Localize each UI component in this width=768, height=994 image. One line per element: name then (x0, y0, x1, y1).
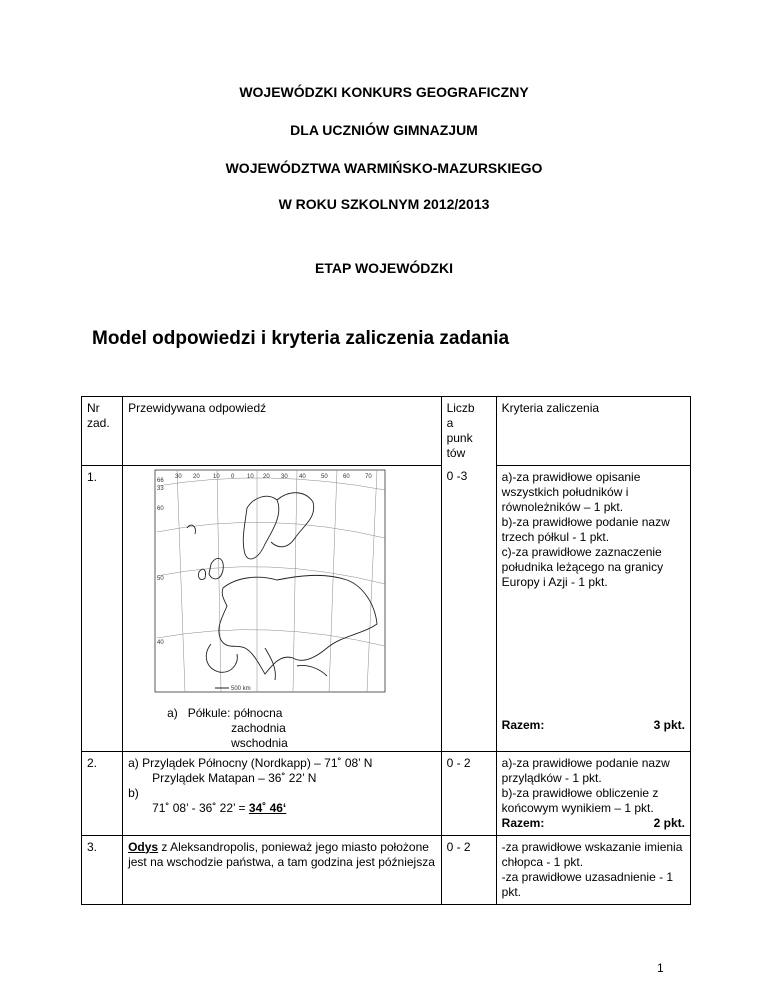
map-label-top-3: 10 (213, 473, 220, 480)
row2-total (502, 816, 685, 831)
row2-criterion-b: b)-za prawidłowe obliczenie z końcowym wynikiem – 1 pkt. (501, 785, 659, 815)
row1-total-value: 3 pkt. (653, 717, 685, 732)
row2-answer-line-3: b) (128, 785, 139, 800)
map-label-top-6: 20 (263, 473, 270, 480)
header-stage: ETAP WOJEWÓDZKI (315, 260, 453, 276)
row1-points: 0 -3 (441, 465, 496, 751)
header-line-2: DLA UCZNIÓW GIMNAZJUM (290, 122, 478, 138)
map-label-top-8: 40 (299, 473, 306, 480)
map-label-top-5: 10 (247, 473, 254, 480)
row2-answer (123, 751, 442, 835)
row2-total-value: 2 pkt. (653, 815, 685, 830)
map-label-top-9: 50 (321, 473, 328, 480)
header-line-4: W ROKU SZKOLNYM 2012/2013 (278, 196, 490, 212)
row3-criteria (496, 835, 690, 904)
map-label-top-2: 20 (193, 473, 200, 480)
col-points-line4: tów (446, 446, 466, 460)
col-points-line1: Liczb (446, 401, 475, 415)
row3-answer (123, 835, 442, 904)
table-header-row (82, 397, 691, 466)
answer-key-table (81, 396, 691, 905)
map-label-left-3: 60 (157, 505, 164, 512)
row2-points: 0 - 2 (441, 751, 496, 835)
col-nr-line1: Nr (87, 401, 100, 415)
row2-result: 34˚ 46‘ (248, 800, 287, 815)
map-label-left-4: 50 (157, 575, 164, 582)
row1-answer-line-1: Półkule: północna (187, 705, 283, 720)
row1-answer-text (127, 706, 437, 751)
row2-criteria (496, 751, 690, 835)
table-row-3 (82, 835, 691, 904)
col-nr-header (82, 397, 123, 466)
europe-map-image (127, 468, 397, 696)
row2-answer-line-2: Przylądek Matapan – 36˚ 22’ N (152, 770, 317, 785)
row1-criterion-a: a)-za prawidłowe opisanie wszystkich południków i równoleżników – 1 pkt. (501, 469, 641, 514)
page-number: 1 (657, 961, 664, 975)
table-row-1 (82, 465, 691, 751)
row1-answer (123, 465, 442, 751)
row1-criterion-b: b)-za prawidłowe podanie nazw trzech półkul - 1 pkt. (501, 514, 670, 544)
col-answer-header: Przewidywana odpowiedź (123, 397, 442, 466)
row2-calculation: 71˚ 08’ - 36˚ 22’ = (152, 800, 249, 815)
col-points-line3: punk (446, 431, 473, 445)
table-row-2 (82, 751, 691, 835)
row3-number: 3. (82, 835, 123, 904)
map-label-left-2: 33 (157, 485, 164, 492)
row2-total-label: Razem: (501, 815, 545, 830)
header-line-1: WOJEWÓDZKI KONKURS GEOGRAFICZNY (239, 84, 529, 100)
row2-answer-line-1: a) Przylądek Północny (Nordkapp) – 71˚ 08’ N (128, 755, 373, 770)
col-criteria-header: Kryteria zaliczenia (496, 397, 690, 466)
row2-number: 2. (82, 751, 123, 835)
row3-points: 0 - 2 (441, 835, 496, 904)
row2-criterion-a: a)-za prawidłowe podanie nazw przylądków - 1 pkt. (501, 755, 670, 785)
row1-criteria (496, 465, 690, 751)
map-scale-label: 500 km (231, 685, 251, 692)
map-label-top-1: 30 (175, 473, 182, 480)
row2-answer-line-4 (128, 801, 436, 816)
row1-total-label: Razem: (501, 717, 545, 732)
row1-number: 1. (82, 465, 123, 751)
map-label-top-4: 0 (231, 473, 235, 480)
map-label-top-10: 60 (343, 473, 350, 480)
map-label-left-1: 66 (157, 477, 164, 484)
row3-criterion-2: -za prawidłowe uzasadnienie - 1 pkt. (501, 869, 674, 899)
map-label-top-11: 70 (365, 473, 372, 480)
map-label-left-5: 40 (157, 639, 164, 646)
row1-answer-label: a) (167, 705, 178, 720)
col-nr-line2: zad. (87, 416, 110, 430)
map-label-top-7: 30 (281, 473, 288, 480)
col-points-line2: a (446, 416, 454, 430)
row3-answer-text: z Aleksandropolis, ponieważ jego miasto położone jest na wschodzie państwa, a tam godzina jest późniejsza (128, 839, 435, 869)
row3-answer-name: Odys (128, 839, 159, 854)
row1-total (502, 718, 685, 733)
document-subtitle: Model odpowiedzi i kryteria zaliczenia zadania (92, 328, 510, 349)
row3-criterion-1: -za prawidłowe wskazanie imienia chłopca - 1 pkt. (501, 839, 683, 869)
row1-answer-line-2: zachodnia (231, 720, 286, 735)
row1-answer-line-3: wschodnia (231, 735, 288, 750)
col-points-header (441, 397, 496, 466)
header-line-3: WOJEWÓDZTWA WARMIŃSKO-MAZURSKIEGO (225, 160, 543, 176)
row1-criterion-c: c)-za prawidłowe zaznaczenie południka leżącego na granicy Europy i Azji - 1 pkt. (501, 544, 664, 589)
